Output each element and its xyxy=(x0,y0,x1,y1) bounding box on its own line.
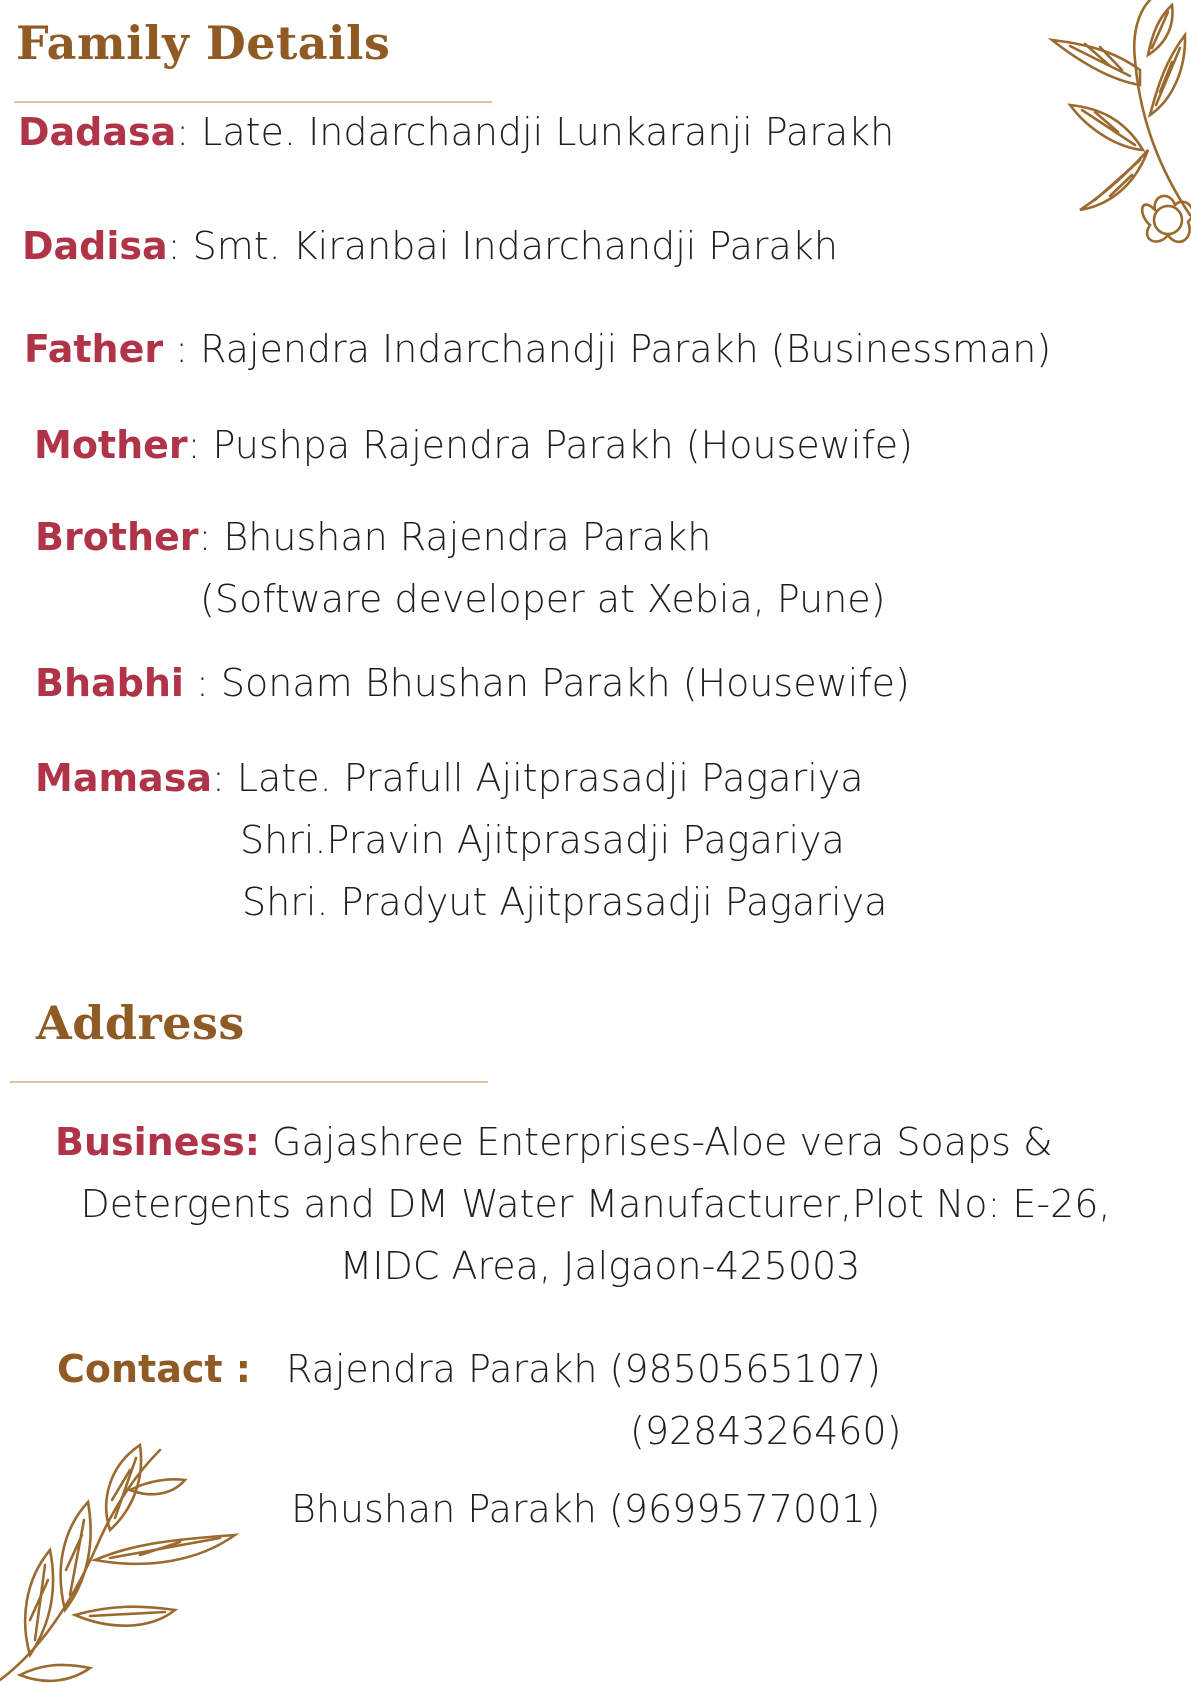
brother-row xyxy=(35,515,711,559)
dadisa-row xyxy=(22,224,838,268)
mamasa-label: Mamasa xyxy=(35,756,212,800)
father-label: Father xyxy=(24,327,164,371)
dadisa-value: : Smt. Kiranbai Indarchandji Parakh xyxy=(167,224,838,268)
business-label: Business: xyxy=(55,1120,260,1164)
business-line-1: Gajashree Enterprises-Aloe vera Soaps & xyxy=(259,1120,1053,1164)
dadasa-label: Dadasa xyxy=(18,110,177,154)
mother-value: : Pushpa Rajendra Parakh (Housewife) xyxy=(187,423,913,467)
leaf-flower-icon xyxy=(1040,0,1191,260)
business-line-2: Detergents and DM Water Manufacturer,Plot No: E-26, xyxy=(80,1182,1111,1226)
contact-label-row xyxy=(57,1347,251,1391)
contact-line-3: Bhushan Parakh (9699577001) xyxy=(291,1487,881,1531)
contact-label: Contact : xyxy=(57,1347,251,1391)
dadasa-row xyxy=(18,110,894,154)
contact-line-1: Rajendra Parakh (9850565107) xyxy=(286,1347,881,1391)
address-heading-rule xyxy=(10,1081,488,1083)
mamasa-second: Shri.Pravin Ajitprasadji Pagariya xyxy=(240,818,845,862)
contact-line-2: (9284326460) xyxy=(630,1409,902,1453)
business-line-3: MIDC Area, Jalgaon-425003 xyxy=(339,1244,861,1288)
father-row xyxy=(24,327,1051,371)
mamasa-value: : Late. Prafull Ajitprasadji Pagariya xyxy=(211,756,864,800)
family-heading-rule xyxy=(14,101,492,103)
brother-value: : Bhushan Rajendra Parakh xyxy=(198,515,712,559)
family-details-heading: Family Details xyxy=(16,16,391,70)
leaf-branch-icon xyxy=(0,1430,240,1685)
mother-label: Mother xyxy=(34,423,188,467)
bhabhi-row xyxy=(35,661,910,705)
mother-row xyxy=(34,423,913,467)
business-row xyxy=(55,1120,1053,1164)
brother-label: Brother xyxy=(35,515,199,559)
mamasa-row xyxy=(35,756,864,800)
bhabhi-value: : Sonam Bhushan Parakh (Housewife) xyxy=(183,661,910,705)
address-heading: Address xyxy=(36,996,245,1050)
father-value: : Rajendra Indarchandji Parakh (Businessman) xyxy=(163,327,1052,371)
brother-occupation: (Software developer at Xebia, Pune) xyxy=(200,577,886,621)
dadisa-label: Dadisa xyxy=(22,224,168,268)
bhabhi-label: Bhabhi xyxy=(35,661,184,705)
dadasa-value: : Late. Indarchandji Lunkaranji Parakh xyxy=(176,110,895,154)
mamasa-third: Shri. Pradyut Ajitprasadji Pagariya xyxy=(242,880,888,924)
